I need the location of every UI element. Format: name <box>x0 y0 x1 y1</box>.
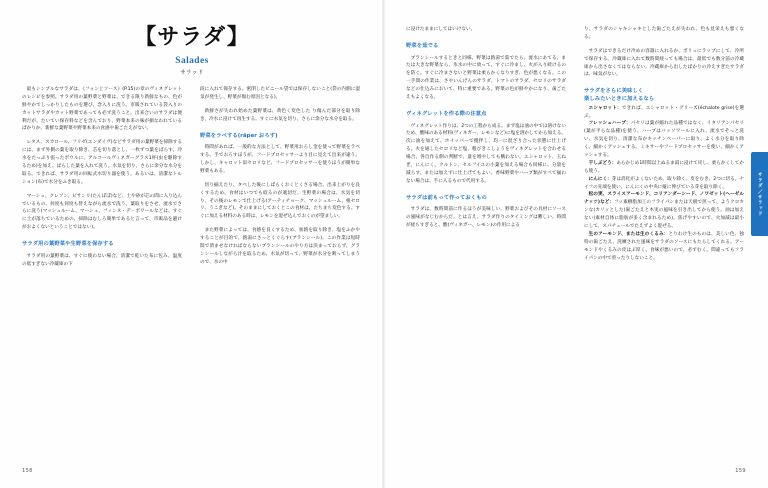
chapter-masthead <box>0 26 384 76</box>
paragraph: ブランシールするときと同様、野菜は熱湯で茹でたら、流水にあてる、または大きな野菜なら、氷水の中に放って、すぐに冷まし、火が入り続けるのを防ぐ。すぐに冷まさないと野菜は柔らかくなりすぎ、色が悪くなる。この一手間の作業は、さやいんげんのサラダ、トマトのサラダ、セロリのサラダなどの仕込みにおいて、特に重要である。野菜の色が鮮やかになり、歯ごたえもよくなる。 <box>406 55 566 101</box>
section-heading-line-2: 楽しみたいときに加えるなら <box>584 96 655 103</box>
paragraph: サラダはできるだけ冷めの容器に入れるか、ポリュにラップにして、冷所で保存する。冷蔵庫に入れて数時間経っても場合は、最低でも数分前の冷蔵庫から出さなくてはならない。冷蔵庫から出したばかりの冷えすぎたサラダは、味気がない。 <box>584 48 744 78</box>
chapter-side-tab[interactable] <box>751 152 768 236</box>
left-page-column-1 <box>22 86 182 269</box>
chapter-title-french: Salades <box>175 56 209 67</box>
paragraph: 最もシンプルなサラダは、《フォンとソース》(P.15)の章のヴィネグレットのレシピを参照。サラダ用の葉野菜と野菜は、できる限り新鮮なもの、色が鮮やかでしっかりしたものを選び、念入りに洗う。市販されている袋入りのカットサラダやカット野菜であっても必ず洗うこと。出来合いのサラダは便利だが、たいてい保存料などを含んでおり、野菜本来の味が損なわれているばかりか、新鮮な葉野菜や野菜本来の食感や歯ごたえがない。 <box>22 87 182 132</box>
paragraph: に浸けたままにしてはいけない。 <box>406 27 476 32</box>
section-heading: サラダ用の葉野菜や生野菜を保存する <box>22 241 114 248</box>
section-heading-line-1: サラダをさらに美味しく <box>584 88 644 95</box>
section-heading: 野菜をラペする(râper おろす) <box>200 132 278 139</box>
ingredient-note <box>584 191 744 230</box>
paragraph: ヴィネグレット作りは、2つの工程から成る。まず塩は油の中では溶けないため、酸味のある材料(ヴィネガー、レモンなど)に塩を溶かしてから加える。次に油を加えて、ホイッパーで攪拌し、均一に混ざり合った状態に仕上げる。火を通したセロリなど塩、粗びきこしょうをヴィネグレットを合わせる場合、各自作る側の判断で、量を増やしても構わない。エシャロット、玉ねぎ、にんにく、クルトン、セルフイユの小葉を加える場合も同様に、分量を減らす、または加えずに仕上げてもよい。香味野菜やハーブ類がすべて揃わない場合は、手に入るもので代用する。 <box>406 123 566 184</box>
paragraph: レタス、スカロール、フリゼ(エンダイヴ)などサラダ用の葉野菜を掃除するには、まず外側の葉を取り除き、芯を切り落とし、一枚ずつ葉をばらす。冷水をたっぷり張ったボウルに、アルコールヴィネガーグラス1杯(虫を駆除するため)を加え、ばらした葉を入れて洗う。水気を切り、さらに余分な水分を取る。できれば、サラダ用の回転式水切り器を使う。あるいは、清潔なトルション(布)で水分をふき取る。 <box>22 140 182 185</box>
paragraph: 切り揃えたり、タペした後にしばらくおくとくさる場合、出来上がりを良くするため、食材はいつでも絞るのが適切だ。生野菜の場合は、水気を切り、その後のレモンで仕上げる(アーティチョーク、マッシュルーム、根セロリ、うこぎなど)。そのままにしておくとこの食材は、たちまち変色する。すぐに加える材料のある時は、レモンを混ぜ込んでおくのが望ましい。 <box>200 182 360 220</box>
ingredient-term: フレッシュハーブ： <box>588 121 631 127</box>
paragraph: 段に入れて保存する。密閉したビニール袋では保存しないこと(袋の内側に湿気が発生し、野菜が傷む原因となる)。 <box>200 87 360 100</box>
ingredient-body: とりわけ生のものは、美しい色、独特の歯ごたえ、洗練された風味をサラダのソースにもたらしてくれる。アーモンドやくるみの皮はぶ厚く、食味が悪いので、必ずむく。間違ってもフライパンの中で煎ったりしないこと。 <box>584 231 744 261</box>
ingredient-body: パセリは葉が縮れた品種ではなく、イタリアンパセリ(葉が平らな品種)を使う。ハーブはバッソワールに入れ、流水でそっと洗い、水気を切り、清潔な布かキッチンペーパーに取り、よく水分を取り除く。細かくアッシェする。ミキサーやフードプロセッサーを使い、細かくアッシェする。 <box>584 121 744 159</box>
chapter-title-kana: サラッド <box>180 70 204 77</box>
right-page-column-1 <box>406 26 566 230</box>
ingredient-note <box>584 105 744 121</box>
paragraph: サラダ用の葉野菜は、すぐに使わない場合、清潔で乾いた布に包み、温度の低すぎない冷蔵庫の下 <box>22 253 182 267</box>
ingredient-body: フッ素樹脂加工のフライパンまたは天板で煎って、ようクロカンな(カリッとした)歯ごたえと木実の風味を引き出してから使う。油は加えない(素材自体に脂肪が多く含まれるため)。焦げやすいので、火加減は最小にして、スパチュールでたえずよく混ぜる。 <box>584 200 744 230</box>
paragraph: サラダは、数時間前に作るほうが美味しい。野菜およびその具材にソースの風味がなじむからだ。とは言え、サラダ作りのタイミングは難しい。時間が経ちすぎると、酸(ヴィネガー、レモン)の作用による <box>406 207 566 229</box>
ingredient-term: 干しぶどう： <box>588 160 617 166</box>
paragraph: また野菜によっては、食感を良くするため、加熱を取り除き、塩をふかやすることが目的で、熱湯にさっとくぐらす(ブランシール)。この作業は短時間で済ませなければならないブランシールのやり方は決まっておらず、グランシールしながら汁を取るため、水気が切って、野菜が水分を吸ってしまうので、水の中 <box>200 228 360 265</box>
page-right <box>384 0 768 488</box>
ingredient-term: 松の実、スライスアーモンド、コリアンダーシード、ノワゼット(ヘーゼルナッツ)など： <box>584 192 744 206</box>
ingredient-term: エシャロット： <box>588 105 622 111</box>
section-heading: サラダは前もって作っておくもの <box>406 194 487 201</box>
right-page-column-2 <box>584 26 744 263</box>
section-heading: ヴィネグレットを作る際の注意点 <box>406 110 487 117</box>
ingredient-term: 生のアーモンド、または生のくるみ： <box>588 231 669 237</box>
paragraph: 新鮮さが失われ始めた葉野菜は、黄色く変色した り傷んだ部分を取り除き、冷水に浸けて再生する。すぐに水気を切り、さらに余分な水分を取る。 <box>200 108 360 122</box>
paragraph: 時間があれば、一般的な方法として、野菜用おろし金を使って野菜をラペする。手でおろすほうが、フードプロセッサーより目に見えて出来が違う。しかし、キャロット似セロリなど、フードプロセッサーを使うほうが簡単な野菜もある。 <box>200 145 360 174</box>
ingredient-note <box>584 160 744 176</box>
ingredient-note <box>584 231 744 263</box>
ingredient-body: あらかじめ1時間以上ぬるま湯に浸けて戻し、柔らかくしてから使う。 <box>584 160 744 174</box>
paragraph: り、サラダのシャキシャキとした歯ごたえが失われ、色も見栄えも悪くなる。 <box>584 27 744 40</box>
section-heading: 野菜を茹でる <box>406 42 439 49</box>
chapter-side-tab-label: サラダ／サラッド <box>757 171 763 217</box>
section-heading <box>584 88 744 103</box>
ingredient-body: 芽は消化がよくないため、取り除く。皮をむき、2つに切る。ナイフの先端を使い、にんにくの中央に縦に伸びている芽を取り除く。 <box>584 176 744 190</box>
ingredient-body: できれば、エシャロット・グリーズ(échalote grise)を選ぶ。 <box>584 105 744 119</box>
ingredient-note <box>584 120 744 159</box>
page-number-left: 158 <box>22 468 33 474</box>
ingredient-term: にんにく： <box>588 176 612 182</box>
page-number-right: 159 <box>735 468 746 474</box>
ingredient-note <box>584 176 744 192</box>
page-title: 【サラダ】 <box>134 25 250 50</box>
left-page-column-2 <box>200 86 360 267</box>
paragraph: マーシュ、クレソン、ピサンリ(たんぽぽ)など、土や砂が芯の間に入り込んでいるもの、何度も何度も替えながら流水で洗う。葉取りをさせ、流水でさらに洗う(マッシュルーム、マーシュ、フィンヌ・デ・ボワールなどは、すぐに土が落ちているための、掃除はむしろ簡単であると言って、市販品を避けがおよくないということではない)。 <box>22 193 182 231</box>
